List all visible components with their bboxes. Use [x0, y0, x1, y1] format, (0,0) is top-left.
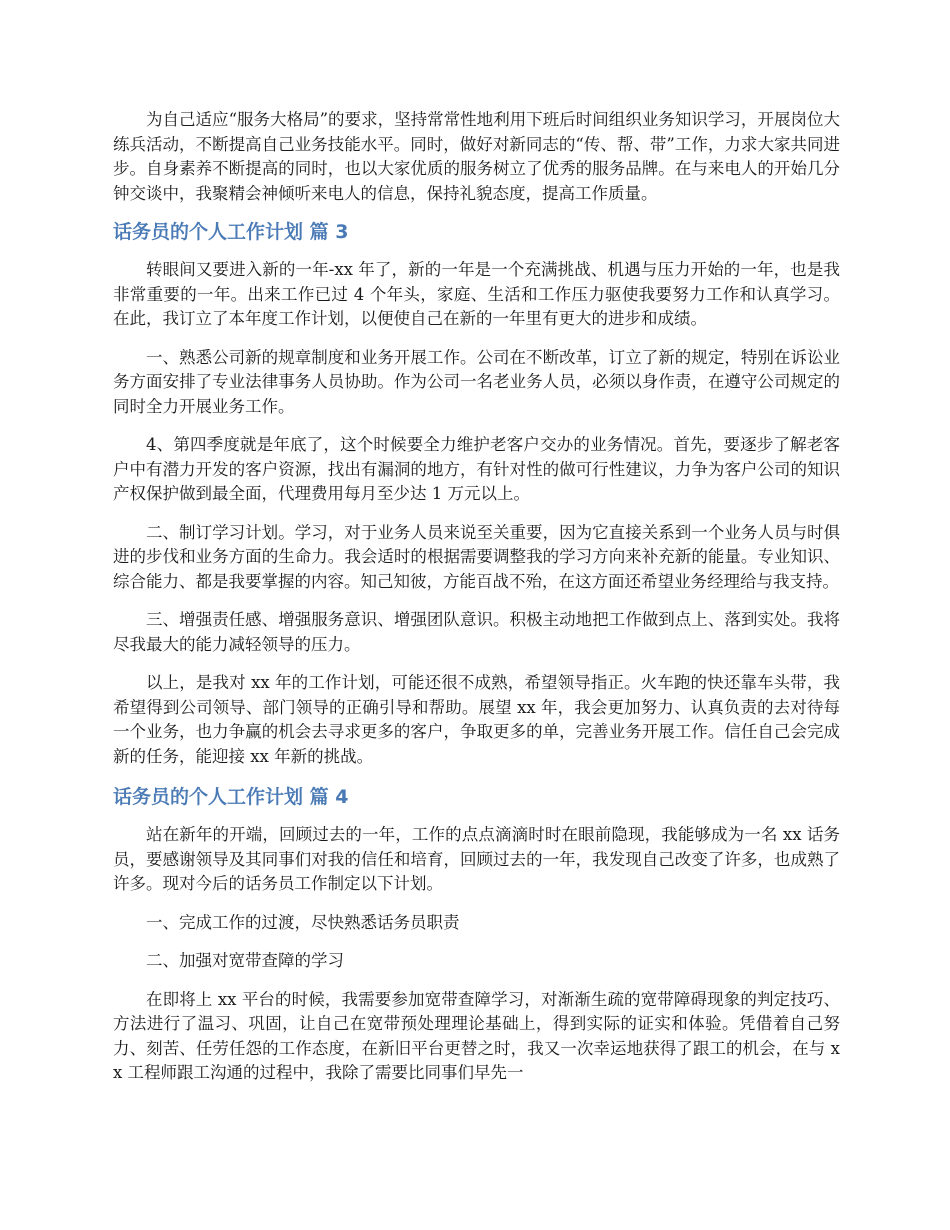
document-page [113, 108, 840, 1100]
section-3-paragraph-5: 三、增强责任感、增强服务意识、增强团队意识。积极主动地把工作做到点上、落到实处。我将尽我最大的能力减轻领导的压力。 [113, 610, 840, 654]
section-4-paragraph-3: 二、加强对宽带查障的学习 [146, 951, 344, 970]
intro-paragraph: 为自己适应“服务大格局”的要求，坚持常常性地利用下班后时间组织业务知识学习，开展岗位大练兵活动，不断提高自己业务技能水平。同时，做好对新同志的“传、帮、带”工作，力求大家共同进步。自身素养不断提高的同时，也以大家优质的服务树立了优秀的服务品牌。在与来电人的开始几分钟交谈中，我聚精会神倾听来电人的信息，保持礼貌态度，提高工作质量。 [113, 110, 840, 203]
section-3-paragraph-4: 二、制订学习计划。学习，对于业务人员来说至关重要，因为它直接关系到一个业务人员与时俱进的步伐和业务方面的生命力。我会适时的根据需要调整我的学习方向来补充新的能量。专业知识、综合能力、都是我要掌握的内容。知己知彼，方能百战不殆，在这方面还希望业务经理给与我支持。 [113, 522, 840, 591]
section-4-paragraph-2: 一、完成工作的过渡，尽快熟悉话务员职责 [146, 912, 460, 932]
section-3-paragraph-6: 以上，是我对 xx 年的工作计划，可能还很不成熟，希望领导指正。火车跑的快还靠车头带，我希望得到公司领导、部门领导的正确引导和帮助。展望 xx 年，我会更加努力、认真负责的去对待每一个业务，也力争赢的机会去寻求更多的客户，争取更多的单，完善业务开展工作。信任自己会完成新的任务，能迎接 xx 年新的挑战。 [113, 673, 840, 766]
section-3-paragraph-1: 转眼间又要进入新的一年-xx 年了，新的一年是一个充满挑战、机遇与压力开始的一年，也是我非常重要的一年。出来工作已过 4 个年头，家庭、生活和工作压力驱使我要努力工作和认真学习。在此，我订立了本年度工作计划，以便使自己在新的一年里有更大的进步和成绩。 [113, 260, 840, 328]
section-3-heading: 话务员的个人工作计划 篇 3 [113, 221, 349, 243]
section-4-paragraph-1: 站在新年的开端，回顾过去的一年，工作的点点滴滴时时在眼前隐现，我能够成为一名 xx 话务员，要感谢领导及其同事们对我的信任和培育，回顾过去的一年，我发现自己改变了许多，也成熟了许多。现对今后的话务员工作制定以下计划。 [113, 825, 840, 893]
section-3-paragraph-2: 一、熟悉公司新的规章制度和业务开展工作。公司在不断改革，订立了新的规定，特别在诉讼业务方面安排了专业法律事务人员协助。作为公司一名老业务人员，必须以身作责，在遵守公司规定的同时全力开展业务工作。 [113, 347, 840, 416]
section-4-paragraph-4: 在即将上 xx 平台的时候，我需要参加宽带查障学习，对渐渐生疏的宽带障碍现象的判定技巧、方法进行了温习、巩固，让自己在宽带预处理理论基础上，得到实际的证实和体验。凭借着自己努力、刻苦、任劳任怨的工作态度，在新旧平台更替之时，我又一次幸运地获得了跟工的机会，在与 xx 工程师跟工沟通的过程中，我除了需要比同事们早先一 [113, 989, 840, 1082]
section-3-paragraph-3: 4、第四季度就是年底了，这个时候要全力维护老客户交办的业务情况。首先，要逐步了解老客户中有潜力开发的客户资源，找出有漏洞的地方，有针对性的做可行性建议，力争为客户公司的知识产权保护做到最全面，代理费用每月至少达 1 万元以上。 [113, 435, 840, 503]
section-4-heading: 话务员的个人工作计划 篇 4 [113, 786, 349, 808]
